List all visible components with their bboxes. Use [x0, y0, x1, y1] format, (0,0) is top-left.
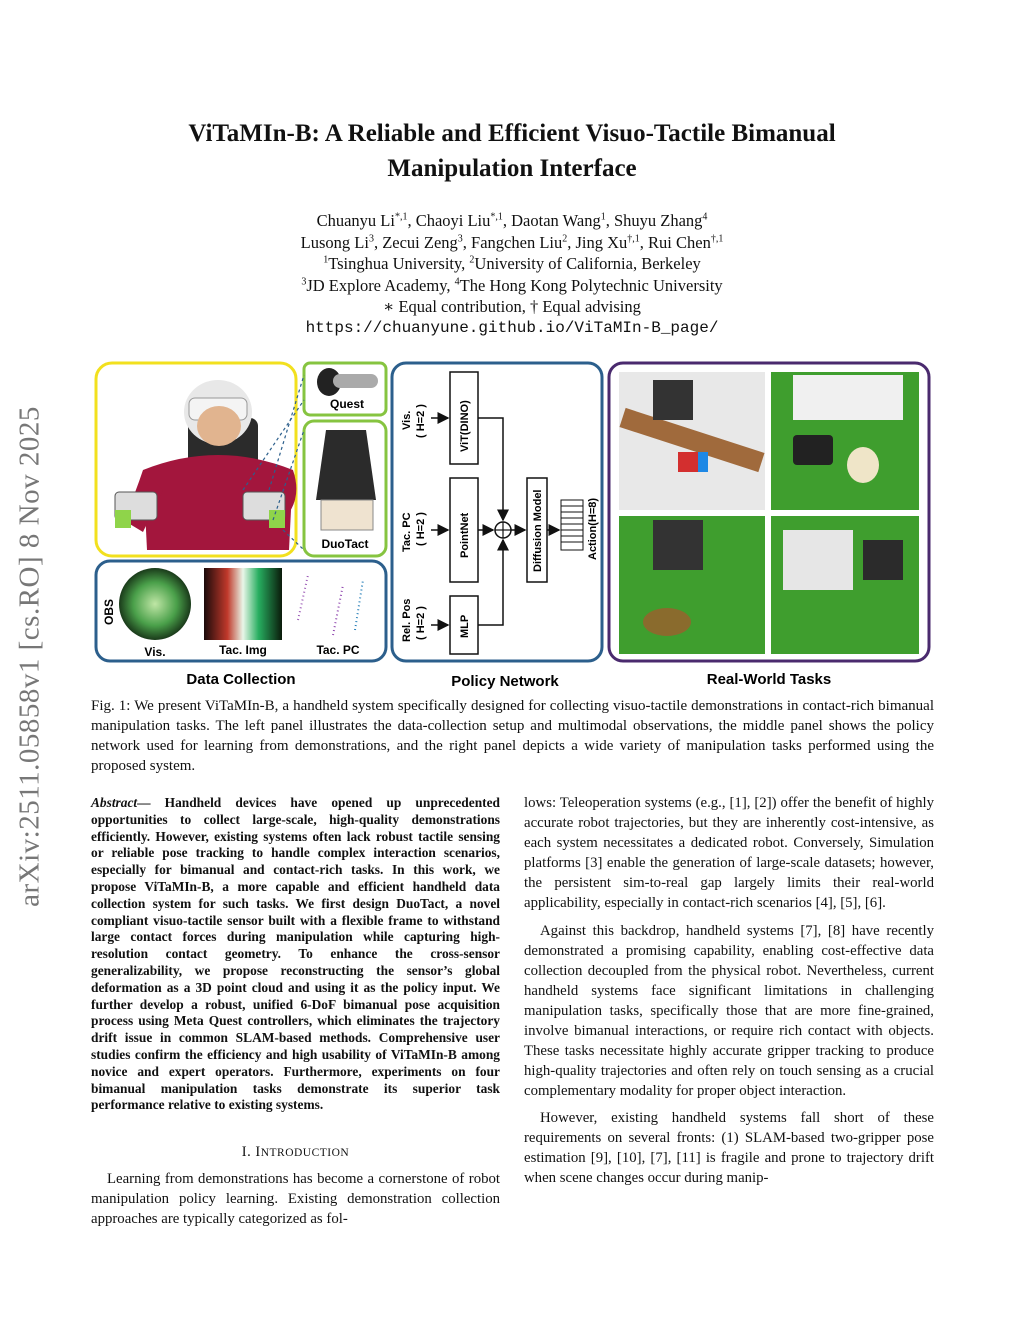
author-name: Shuyu Zhang — [613, 211, 703, 230]
affil-sup: 4 — [454, 276, 460, 287]
affiliation: The Hong Kong Polytechnic University — [459, 275, 723, 295]
action-label: Action(H=8) — [587, 497, 599, 560]
abstract — [91, 795, 500, 1114]
input-tacpc-horizon: ( H=2 ) — [415, 512, 427, 546]
affiliation-line-2 — [160, 275, 864, 297]
author-sup: *,1 — [394, 211, 408, 223]
intro-column-right — [524, 793, 934, 1188]
equal-contribution-note: ∗ Equal contribution, † Equal advising — [383, 297, 641, 316]
vis-label: Vis. — [144, 645, 166, 659]
author-name: Daotan Wang — [511, 211, 601, 230]
author-name: Fangchen Liu — [471, 232, 563, 252]
input-vis-label: Vis. — [401, 410, 413, 430]
author-sup: 3 — [368, 233, 374, 244]
tactile-image — [204, 568, 282, 640]
author-name: Jing Xu — [575, 232, 628, 252]
affiliation: University of California, Berkeley — [474, 254, 701, 273]
author-name: Chuanyu Li — [316, 211, 395, 230]
affil-sup: 2 — [469, 254, 475, 266]
intro-column-left — [91, 1169, 500, 1229]
affil-sup: 1 — [323, 254, 329, 266]
paper-title — [100, 116, 924, 186]
author-sup: *,1 — [490, 211, 503, 223]
action-chunk-boxes — [561, 500, 583, 550]
author-sup: 3 — [457, 233, 463, 244]
author-block — [160, 210, 864, 339]
author-sup: 4 — [702, 211, 708, 223]
project-url[interactable]: https://chuanyune.github.io/ViTaMIn-B_page/ — [305, 318, 719, 337]
real-world-title: Real-World Tasks — [706, 671, 832, 688]
author-name: Chaoyi Liu — [415, 211, 491, 230]
arxiv-side-label: arXiv:2511.05858v1 [cs.RO] 8 Nov 2025 — [13, 406, 46, 907]
task-photo-4 — [771, 516, 919, 654]
author-name: Zecui Zeng — [382, 232, 458, 252]
data-collection-title: Data Collection — [186, 671, 296, 688]
author-name: Rui Chen — [648, 232, 711, 252]
right-paragraph-1: lows: Teleoperation systems (e.g., [1], [2]) offer the benefit of highly accurate robot trajectories, but they are inherently cost-intensive, as each system necessitates a dedicated robot. Conversely, Simulation platforms [3] enable the generation of large-scale datasets; however, the persistent sim-to-real gap largely limits their real-world applicability, especially in contact-rich scenarios [4], [5], [6]. — [524, 795, 934, 911]
duotact-label: DuoTact — [321, 537, 369, 551]
affiliation-line-1 — [160, 253, 864, 275]
author-line-1: Chuanyu $Li^{*,1}$, Chaoyi Liu$^{*,1}$, Daotan Wang$^1$, Shuyu Zhang$^4$ — [316, 211, 708, 230]
pointnet-label: PointNet — [459, 512, 471, 558]
input-relpos-label: Rel. Pos — [401, 598, 413, 642]
diffusion-label: Diffusion Model — [532, 489, 544, 572]
mlp-label: MLP — [459, 614, 471, 638]
author-line-2: Lusong Li$^3$, Zecui Zeng$^3$, Fangchen Liu$^2$, Jing $Xu^{\dagger,1}$, Rui Chen$^{\dagger,1}$ — [300, 232, 724, 252]
affil-sup: 3 — [301, 276, 307, 287]
obs-label: OBS — [102, 598, 116, 625]
duotact-sensor-icon — [316, 430, 376, 500]
section-heading — [91, 1144, 500, 1161]
task-photo-2 — [771, 372, 919, 510]
section-first-letter: I — [255, 1144, 261, 1160]
author-sup: 2 — [562, 233, 568, 244]
input-vis-horizon: ( H=2 ) — [415, 404, 427, 438]
input-relpos-horizon: ( H=2 ) — [415, 606, 427, 640]
tac-pc-label: Tac. PC — [316, 643, 360, 657]
tac-img-label: Tac. Img — [219, 643, 267, 657]
figure-caption: Fig. 1: We present ViTaMIn-B, a handheld system specifically designed for collecting visuo-tactile demonstrations in contact-rich bimanual manipulation tasks. The left panel illustrates the data-collection setup and multimodal observations, the middle panel shows the policy network used for learning from demonstrations, and the right panel depicts a wide variety of manipulation tasks performed using the proposed system. — [91, 698, 934, 774]
policy-network-title: Policy Network — [451, 673, 559, 690]
title-line-1: ViTaMIn-B: A Reliable and Efficient Visuo-Tactile Bimanual — [188, 120, 836, 147]
abstract-body: — Handheld devices have opened up unprecedented opportunities to collect large-scale, high-quality demonstrations efficiently. However, existing systems often lack robust tactile sensing or reliable pose tracking to handle complex interaction scenarios, especially for bimanual and contact-rich tasks. In this work, we propose ViTaMIn-B, a more capable and efficient handheld data collection system for such tasks. We first design DuoTact, a novel compliant visuo-tactile sensor built with a flexible frame to withstand large contact forces during manipulation while capturing high-resolution contact geometry. To enhance the cross-sensor generalizability, we propose reconstructing the sensor’s global deformation as a 3D point cloud and using it as the policy input. We further develop a robust, unified 6-DoF bimanual pose acquisition process using Meta Quest controllers, which eliminates the trajectory drift issue in common SLAM-based methods. Comprehensive user studies confirm the efficiency and high usability of ViTaMIn-B among novice and expert operators. Furthermore, experiments on four bimanual manipulation tasks demonstrate its superior task performance relative to existing systems. — [91, 795, 500, 1113]
figure-1 — [93, 360, 938, 695]
right-paragraph-2: Against this backdrop, handheld systems [7], [8] have recently demonstrated a promising capability, enabling cost-effective data collection decoupled from the physical robot. Nevertheless, current handheld systems face significant limitations in challenging manipulation tasks, specifically those that are more fine-grained, involve bimanual interactions, or require rich contact with objects. These tasks necessitate highly accurate gripper tracking to produce high-quality trajectories and often rely on touch sensing as a crucial complementary modality for proper object interaction. — [524, 923, 934, 1099]
intro-paragraph-1: Learning from demonstrations has become a cornerstone of robot manipulation policy learning. Existing demonstration collection approaches are typically categorized as fol- — [91, 1171, 500, 1227]
author-sup: 1 — [600, 211, 606, 223]
right-paragraph-3: However, existing handheld systems fall short of these requirements on several fronts: (1) SLAM-based two-gripper pose estimation [9], [10], [7], [11] is fragile and prone to trajectory drift when scene changes occur during manip- — [524, 1110, 934, 1186]
quest-label: Quest — [329, 397, 365, 411]
section-number: I. — [241, 1144, 256, 1160]
affiliation: Tsinghua University, — [328, 254, 470, 273]
author-name: Lusong Li — [300, 232, 369, 252]
task-photo-1 — [619, 372, 765, 510]
title-line-2: Manipulation Interface — [387, 155, 637, 182]
affiliation: JD Explore Academy, — [306, 275, 455, 295]
task-photo-3 — [619, 516, 765, 654]
input-tacpc-label: Tac. PC — [401, 512, 413, 552]
abstract-label: Abstract — [91, 795, 138, 810]
vis-fisheye-image — [119, 568, 191, 640]
section-rest: NTRODUCTION — [260, 1147, 350, 1159]
vit-label: ViT(DINO) — [459, 400, 471, 452]
author-sup: †,1 — [627, 233, 640, 244]
author-sup: †,1 — [710, 233, 724, 244]
